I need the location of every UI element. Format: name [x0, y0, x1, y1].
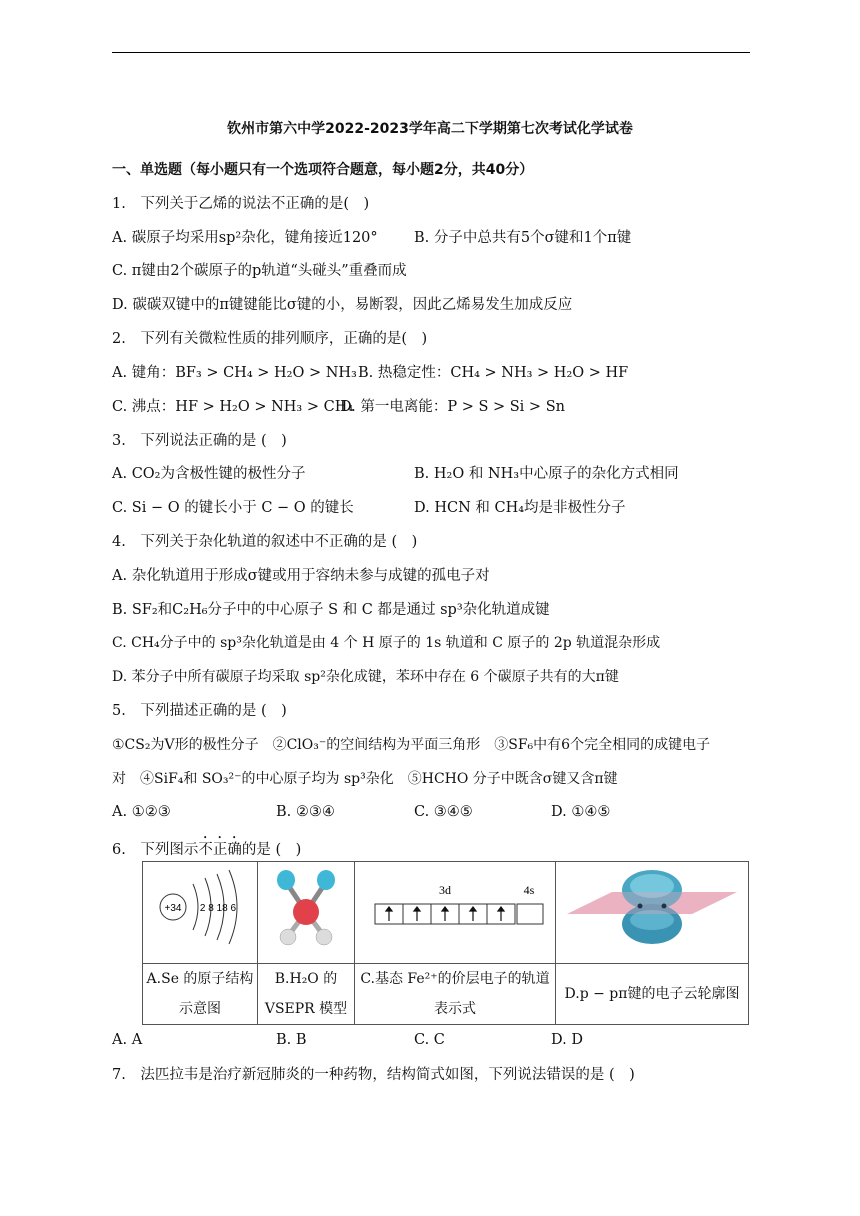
- q1-stem: 1. 下列关于乙烯的说法不正确的是( ): [112, 196, 370, 212]
- pi-bond-cloud-diagram: [557, 862, 747, 952]
- se-atom-diagram: [145, 862, 255, 952]
- q3-stem: 3. 下列说法正确的是 ( ): [112, 433, 287, 449]
- q6-option-b: B. B: [276, 1032, 307, 1048]
- q5-option-a: A. ①②③: [112, 804, 171, 820]
- q5-option-b: B. ②③④: [276, 804, 335, 820]
- se-atom-diagram-cell: [143, 862, 258, 964]
- caption-c-line2: 表示式: [434, 1001, 476, 1017]
- q6-option-d: D. D: [551, 1032, 583, 1048]
- q6-option-a: A. A: [112, 1032, 143, 1048]
- q6-stem-prefix: 6. 下列图示: [112, 842, 199, 858]
- caption-a: [143, 964, 258, 1025]
- orbital-3d-label: 3d: [439, 883, 451, 897]
- section-heading: 一、单选题（每小题只有一个选项符合题意，每小题2分，共40分）: [112, 162, 534, 178]
- q4-option-a: A. 杂化轨道用于形成σ键或用于容纳未参与成键的孤电子对: [112, 568, 490, 584]
- q5-option-d: D. ①④⑤: [551, 804, 611, 820]
- caption-c: [355, 964, 556, 1025]
- q4-stem: 4. 下列关于杂化轨道的叙述中不正确的是 ( ): [112, 534, 418, 550]
- q4-option-b: B. SF₂和C₂H₆分子中的中心原子 S 和 C 都是通过 sp³杂化轨道成键: [112, 602, 550, 618]
- q1-option-b: B. 分子中总共有5个σ键和1个π键: [414, 230, 632, 246]
- q5-stem: 5. 下列描述正确的是 ( ): [112, 703, 287, 719]
- caption-b-line2: VSEPR 模型: [264, 1001, 348, 1017]
- header-rule: [112, 52, 750, 53]
- fe2-orbital-diagram: [357, 862, 553, 952]
- q1-option-c: C. π键由2个碳原子的p轨道“头碰头”重叠而成: [112, 263, 407, 279]
- q3-option-c: C. Si − O 的键长小于 C − O 的键长: [112, 500, 354, 516]
- caption-a-line1: A.Se 的原子结构: [146, 971, 254, 987]
- q3-option-d: D. HCN 和 CH₄均是非极性分子: [414, 500, 626, 516]
- se-nucleus-label: +34: [164, 903, 182, 914]
- h2o-vsepr-model-icon: [266, 862, 346, 952]
- q2-option-c: C. 沸点：HF > H₂O > NH₃ > CH₄: [112, 399, 354, 415]
- caption-d: [556, 964, 749, 1025]
- caption-b-line1: B.H₂O 的: [274, 971, 338, 987]
- q2-option-a: A. 键角：BF₃ > CH₄ > H₂O > NH₃: [112, 365, 357, 381]
- pi-bond-cell: [556, 862, 749, 964]
- q4-option-d: D. 苯分子中所有碳原子均采取 sp²杂化成键，苯环中存在 6 个碳原子共有的大π键: [112, 669, 619, 685]
- q7-stem: 7. 法匹拉韦是治疗新冠肺炎的一种药物，结构简式如图，下列说法错误的是 ( ): [112, 1067, 635, 1083]
- caption-d-line1: D.p − pπ键的电子云轮廓图: [564, 986, 740, 1002]
- q5-statements-line1: ①CS₂为V形的极性分子 ②ClO₃⁻的空间结构为平面三角形 ③SF₆中有6个完全相同的成键电子: [112, 737, 711, 753]
- q6-figure-table: [142, 861, 749, 1025]
- page-title: 钦州市第六中学2022-2023学年高二下学期第七次考试化学试卷: [227, 121, 633, 137]
- q1-option-a: A. 碳原子均采用sp²杂化，键角接近120°: [112, 230, 378, 246]
- q4-option-c: C. CH₄分子中的 sp³杂化轨道是由 4 个 H 原子的 1s 轨道和 C 原子的 2p 轨道混杂形成: [112, 635, 661, 651]
- q2-stem: 2. 下列有关微粒性质的排列顺序，正确的是( ): [112, 331, 428, 347]
- q2-option-b: B. 热稳定性：CH₄ > NH₃ > H₂O > HF: [358, 365, 629, 381]
- q5-option-c: C. ③④⑤: [414, 804, 473, 820]
- q6-stem-emphasis: 不正确: [198, 842, 242, 858]
- q6-option-c: C. C: [414, 1032, 445, 1048]
- q6-stem-suffix: 的是 ( ): [241, 842, 302, 858]
- q3-option-b: B. H₂O 和 NH₃中心原子的杂化方式相同: [414, 466, 679, 482]
- caption-a-line2: 示意图: [179, 1001, 221, 1017]
- q5-statements-line2: 对 ④SiF₄和 SO₃²⁻的中心原子均为 sp³杂化 ⑤HCHO 分子中既含σ键又含π键: [112, 771, 618, 787]
- q3-option-a: A. CO₂为含极性键的极性分子: [112, 466, 306, 482]
- fe-orbital-cell: [355, 862, 556, 964]
- se-shell-numbers: 2 8 18 6: [199, 903, 237, 914]
- q6-stem: [112, 834, 301, 860]
- q1-option-d: D. 碳碳双键中的π键键能比σ键的小，易断裂，因此乙烯易发生加成反应: [112, 297, 573, 313]
- h2o-vsepr-cell: [258, 862, 355, 964]
- q2-option-d: D. 第一电离能：P > S > Si > Sn: [340, 399, 565, 415]
- orbital-4s-label: 4s: [523, 883, 535, 897]
- caption-b: [258, 964, 355, 1025]
- caption-c-line1: C.基态 Fe²⁺的价层电子的轨道: [360, 971, 550, 987]
